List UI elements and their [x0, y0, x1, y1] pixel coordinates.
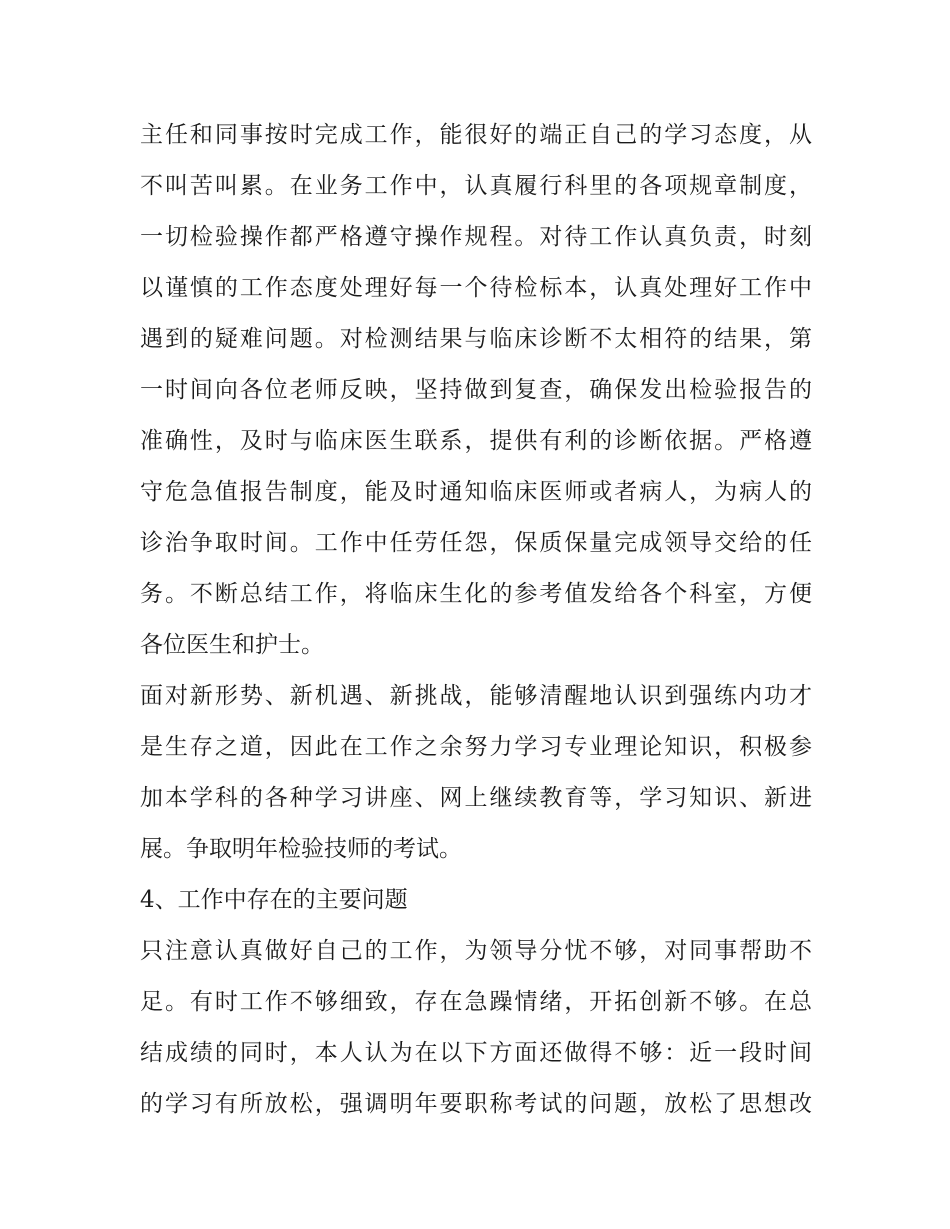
- text-line: 各位医生和护士。: [140, 632, 324, 658]
- text-line: 面对新形势、新机遇、新挑战，能够清醒地认识到强练内功才: [140, 683, 812, 709]
- text-line: 一切检验操作都严格遵守操作规程。对待工作认真负责，时刻: [140, 224, 812, 250]
- text-line: 加本学科的各种学习讲座、网上继续教育等，学习知识、新进: [140, 785, 812, 811]
- text-line: 以谨慎的工作态度处理好每一个待检标本，认真处理好工作中: [140, 275, 812, 301]
- text-line: 务。不断总结工作，将临床生化的参考值发给各个科室，方便: [140, 581, 812, 607]
- document-body: [140, 110, 812, 1130]
- text-line: 诊治争取时间。工作中任劳任怨，保质保量完成领导交给的任: [140, 530, 812, 556]
- text-line: 是生存之道，因此在工作之余努力学习专业理论知识，积极参: [140, 734, 812, 760]
- text-line: 结成绩的同时，本人认为在以下方面还做得不够：近一段时间: [140, 1040, 812, 1066]
- text-line: 守危急值报告制度，能及时通知临床医师或者病人，为病人的: [140, 479, 812, 505]
- text-line: 的学习有所放松，强调明年要职称考试的问题，放松了思想改: [140, 1091, 812, 1117]
- section-heading: 4、工作中存在的主要问题: [140, 887, 408, 913]
- text-line: 遇到的疑难问题。对检测结果与临床诊断不太相符的结果，第: [140, 326, 812, 352]
- text-line: 主任和同事按时完成工作，能很好的端正自己的学习态度，从: [140, 122, 812, 148]
- text-line: 只注意认真做好自己的工作，为领导分忧不够，对同事帮助不: [140, 938, 812, 964]
- text-line: 一时间向各位老师反映，坚持做到复查，确保发出检验报告的: [140, 377, 812, 403]
- text-line: 展。争取明年检验技师的考试。: [140, 836, 462, 862]
- text-line: 足。有时工作不够细致，存在急躁情绪，开拓创新不够。在总: [140, 989, 812, 1015]
- text-line: 不叫苦叫累。在业务工作中，认真履行科里的各项规章制度，: [140, 173, 812, 199]
- text-line: 准确性，及时与临床医生联系，提供有利的诊断依据。严格遵: [140, 428, 812, 454]
